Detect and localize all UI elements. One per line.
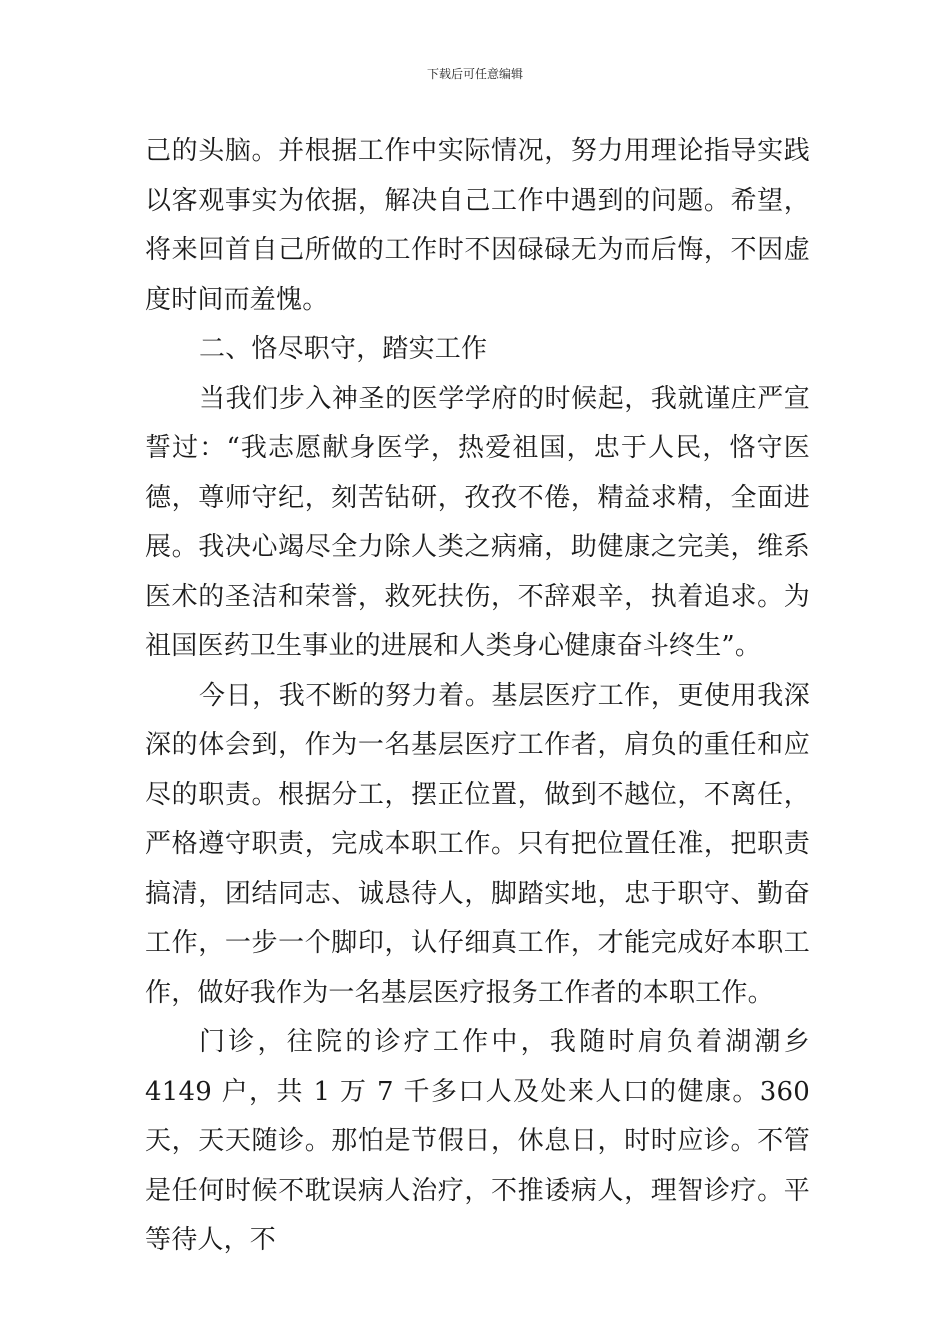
page-header: 下载后可任意编辑 — [426, 67, 523, 81]
paragraph-continuation: 己的头脑。并根据工作中实际情况，努力用理论指导实践以客观事实为依据，解决自己工作中遇到的问题。希望，将来回首自己所做的工作时不因碌碌无为而后悔，不因虚度时间而羞愧。 — [145, 136, 810, 315]
paragraph-oath: 当我们步入神圣的医学学府的时候起，我就谨庄严宣誓过：“我志愿献身医学，热爱祖国，忠于人民，恪守医德，尊师守纪，刻苦钻研，孜孜不倦，精益求精，全面进展。我决心竭尽全力除人类之病痛，助健康之完美，维系医术的圣洁和荣誉，救死扶伤，不辞艰辛，执着追求。为祖国医药卫生事业的进展和人类身心健康奋斗终生”。 — [145, 383, 810, 661]
paragraph-duties: 今日，我不断的努力着。基层医疗工作，更使用我深深的体会到，作为一名基层医疗工作者，肩负的重任和应尽的职责。根据分工，摆正位置，做到不越位，不离任，严格遵守职责，完成本职工作。只有把位置任准，把职责搞清，团结同志、诚恳待人，脚踏实地，忠于职守、勤奋工作，一步一个脚印，认仔细真工作，才能完成好本职工作，做好我作为一名基层医疗报务工作者的本职工作。 — [145, 680, 810, 1008]
section-heading: 二、恪尽职守，踏实工作 — [199, 334, 488, 364]
paragraph-clinic: 门诊，往院的诊疗工作中，我随时肩负着湖潮乡 4149 户，共 1 万 7 千多口人及处来人口的健康。360 天，天天随诊。那怕是节假日，休息日，时时应诊。不管是任何时候不耽误病人治疗，不推诿病人，理智诊疗。平等待人，不 — [145, 1027, 810, 1255]
document-body — [145, 127, 810, 1266]
